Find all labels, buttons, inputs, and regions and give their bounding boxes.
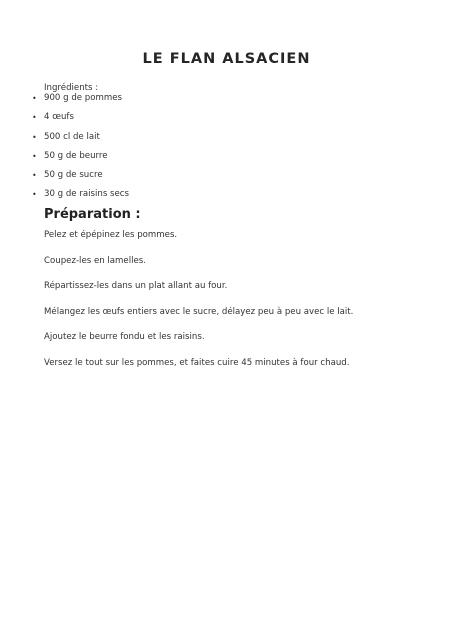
preparation-step: Coupez-les en lamelles. (44, 255, 146, 266)
bullet-icon: • (32, 151, 37, 161)
ingredient-text: 50 g de sucre (44, 170, 103, 181)
ingredient-text: 30 g de raisins secs (44, 189, 130, 200)
ingredients-label: Ingrédients : (44, 83, 99, 93)
ingredient-item (0, 112, 129, 131)
ingredient-item (0, 151, 129, 170)
preparation-step: Mélangez les œufs entiers avec le sucre, délayez peu à peu avec le lait. (44, 306, 354, 317)
ingredient-item (0, 132, 129, 151)
bullet-icon: • (32, 190, 37, 200)
bullet-icon: • (32, 171, 37, 181)
bullet-icon: • (32, 113, 37, 123)
ingredients-list (0, 93, 129, 209)
ingredient-text: 500 cl de lait (44, 131, 100, 142)
ingredient-item (0, 93, 129, 112)
preparation-step: Versez le tout sur les pommes, et faites cuire 45 minutes à four chaud. (44, 357, 350, 368)
ingredient-text: 4 œufs (44, 112, 74, 123)
ingredient-item (0, 189, 129, 208)
ingredient-text: 50 g de beurre (44, 150, 108, 161)
preparation-steps (44, 230, 353, 384)
preparation-step: Pelez et épépinez les pommes. (44, 230, 178, 240)
preparation-step: Ajoutez le beurre fondu et les raisins. (44, 332, 205, 343)
ingredient-item (0, 170, 129, 189)
bullet-icon: • (32, 94, 37, 103)
bullet-icon: • (32, 132, 37, 142)
ingredient-text: 900 g de pommes (44, 93, 123, 103)
preparation-heading: Préparation : (44, 207, 141, 222)
preparation-step: Répartissez-les dans un plat allant au four. (44, 281, 228, 292)
page-title: LE FLAN ALSACIEN (142, 51, 311, 67)
